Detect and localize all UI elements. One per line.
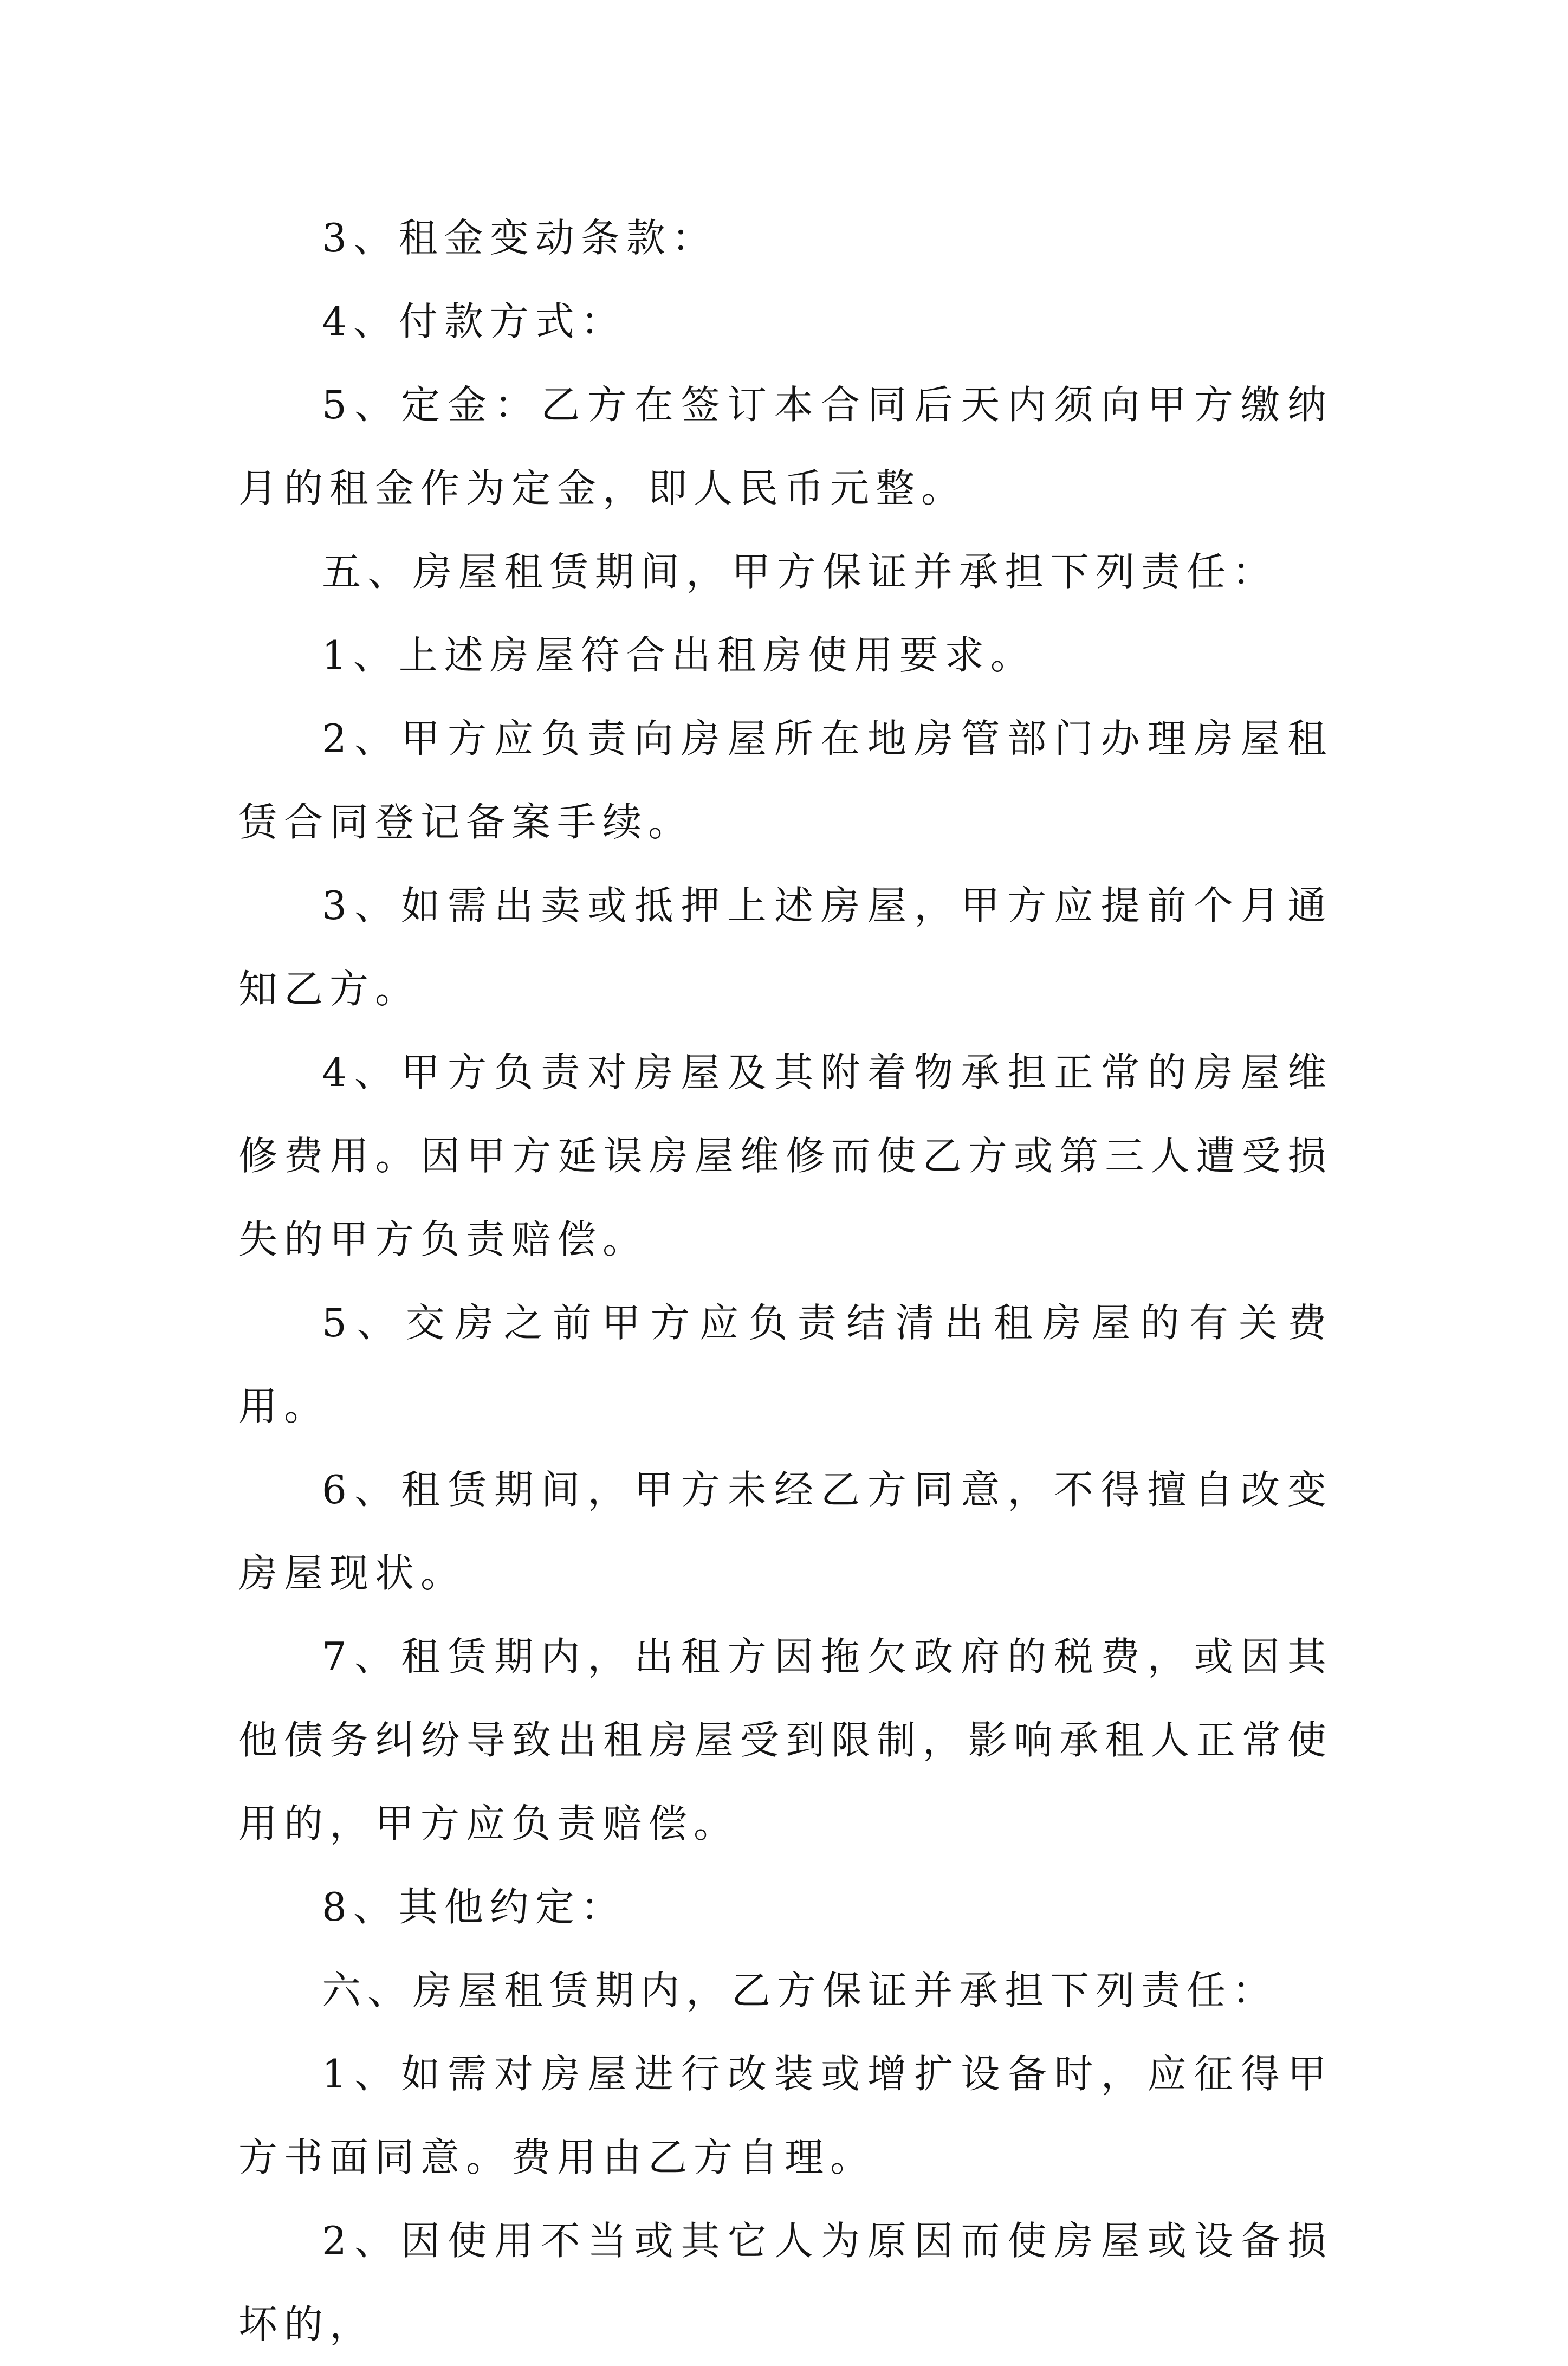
paragraph-lessor-duty-7: 7、租赁期内，出租方因拖欠政府的税费，或因其他债务纠纷导致出租房屋受到限制，影响承租人正常使用的，甲方应负责赔偿。 xyxy=(238,1634,1333,1846)
paragraph-deposit: 5、定金：乙方在签订本合同后天内须向甲方缴纳月的租金作为定金，即人民币元整。 xyxy=(238,382,1333,511)
paragraph-lessor-duty-3: 3、如需出卖或抵押上述房屋，甲方应提前个月通知乙方。 xyxy=(238,883,1333,1012)
paragraph-rent-change: 3、租金变动条款： xyxy=(322,215,717,261)
paragraph-lessor-duty-5: 5、交房之前甲方应负责结清出租房屋的有关费用。 xyxy=(238,1300,1333,1429)
paragraph-lessor-duty-4: 4、甲方负责对房屋及其附着物承担正常的房屋维修费用。因甲方延误房屋维修而使乙方或第三人遭受损失的甲方负责赔偿。 xyxy=(238,1050,1333,1262)
paragraph-lessor-duty-8: 8、其他约定： xyxy=(322,1884,626,1930)
paragraph-lessor-duty-1: 1、上述房屋符合出租房使用要求。 xyxy=(322,632,1036,678)
document-body xyxy=(238,196,1333,2366)
paragraph-lessor-duty-6: 6、租赁期间，甲方未经乙方同意，不得擅自改变房屋现状。 xyxy=(238,1467,1333,1596)
paragraph-lessor-duty-2: 2、甲方应负责向房屋所在地房管部门办理房屋租赁合同登记备案手续。 xyxy=(238,716,1333,845)
section-heading-lessee-duties: 六、房屋租赁期内，乙方保证并承担下列责任： xyxy=(322,1968,1278,2013)
section-heading-lessor-duties: 五、房屋租赁期间，甲方保证并承担下列责任： xyxy=(322,549,1278,594)
paragraph-lessee-duty-2: 2、因使用不当或其它人为原因而使房屋或设备损坏的， xyxy=(238,2218,1333,2347)
paragraph-lessee-duty-1: 1、如需对房屋进行改装或增扩设备时，应征得甲方书面同意。费用由乙方自理。 xyxy=(238,2051,1333,2180)
paragraph-payment-method: 4、付款方式： xyxy=(322,299,626,344)
